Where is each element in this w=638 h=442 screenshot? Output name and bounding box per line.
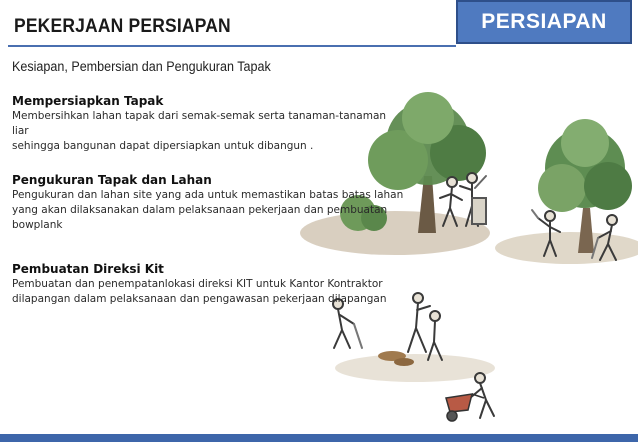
section-badge: PERSIAPAN [456, 0, 632, 44]
page-title: PEKERJAAN PERSIAPAN [14, 16, 231, 37]
section-heading: Pengukuran Tapak dan Lahan [12, 173, 212, 187]
section-heading: Mempersiapkan Tapak [12, 94, 164, 108]
section-mempersiapkan-tapak [12, 93, 412, 154]
section-body: Pembuatan dan penempatanlokasi direksi KIT untuk Kantor Kontraktor dilapangan dalam pelaksanaan dan pengawasan pekerjaan dilapangan [12, 278, 387, 305]
page-subtitle: Kesiapan, Pembersian dan Pengukuran Tapak [12, 59, 271, 74]
ground-shadow-bottom [335, 354, 495, 382]
footer-bar [0, 434, 638, 442]
section-body: Membersihkan lahan tapak dari semak-semak serta tanaman-tanaman liar sehingga bangunan dapat dipersiapkan untuk dibangun . [12, 110, 387, 152]
tree-trunk-right [578, 208, 594, 253]
section-direksi-kit [12, 261, 412, 307]
title-divider [8, 45, 456, 47]
section-pengukuran-tapak [12, 172, 412, 233]
wheelbarrow [446, 394, 484, 421]
section-heading: Pembuatan Direksi Kit [12, 262, 164, 276]
section-body: Pengukuran dan lahan site yang ada untuk memastikan batas batas lahan yang akan dilaksanakan dalam pelaksanaan pekerjaan dan pembuatan bowplank [12, 189, 404, 231]
